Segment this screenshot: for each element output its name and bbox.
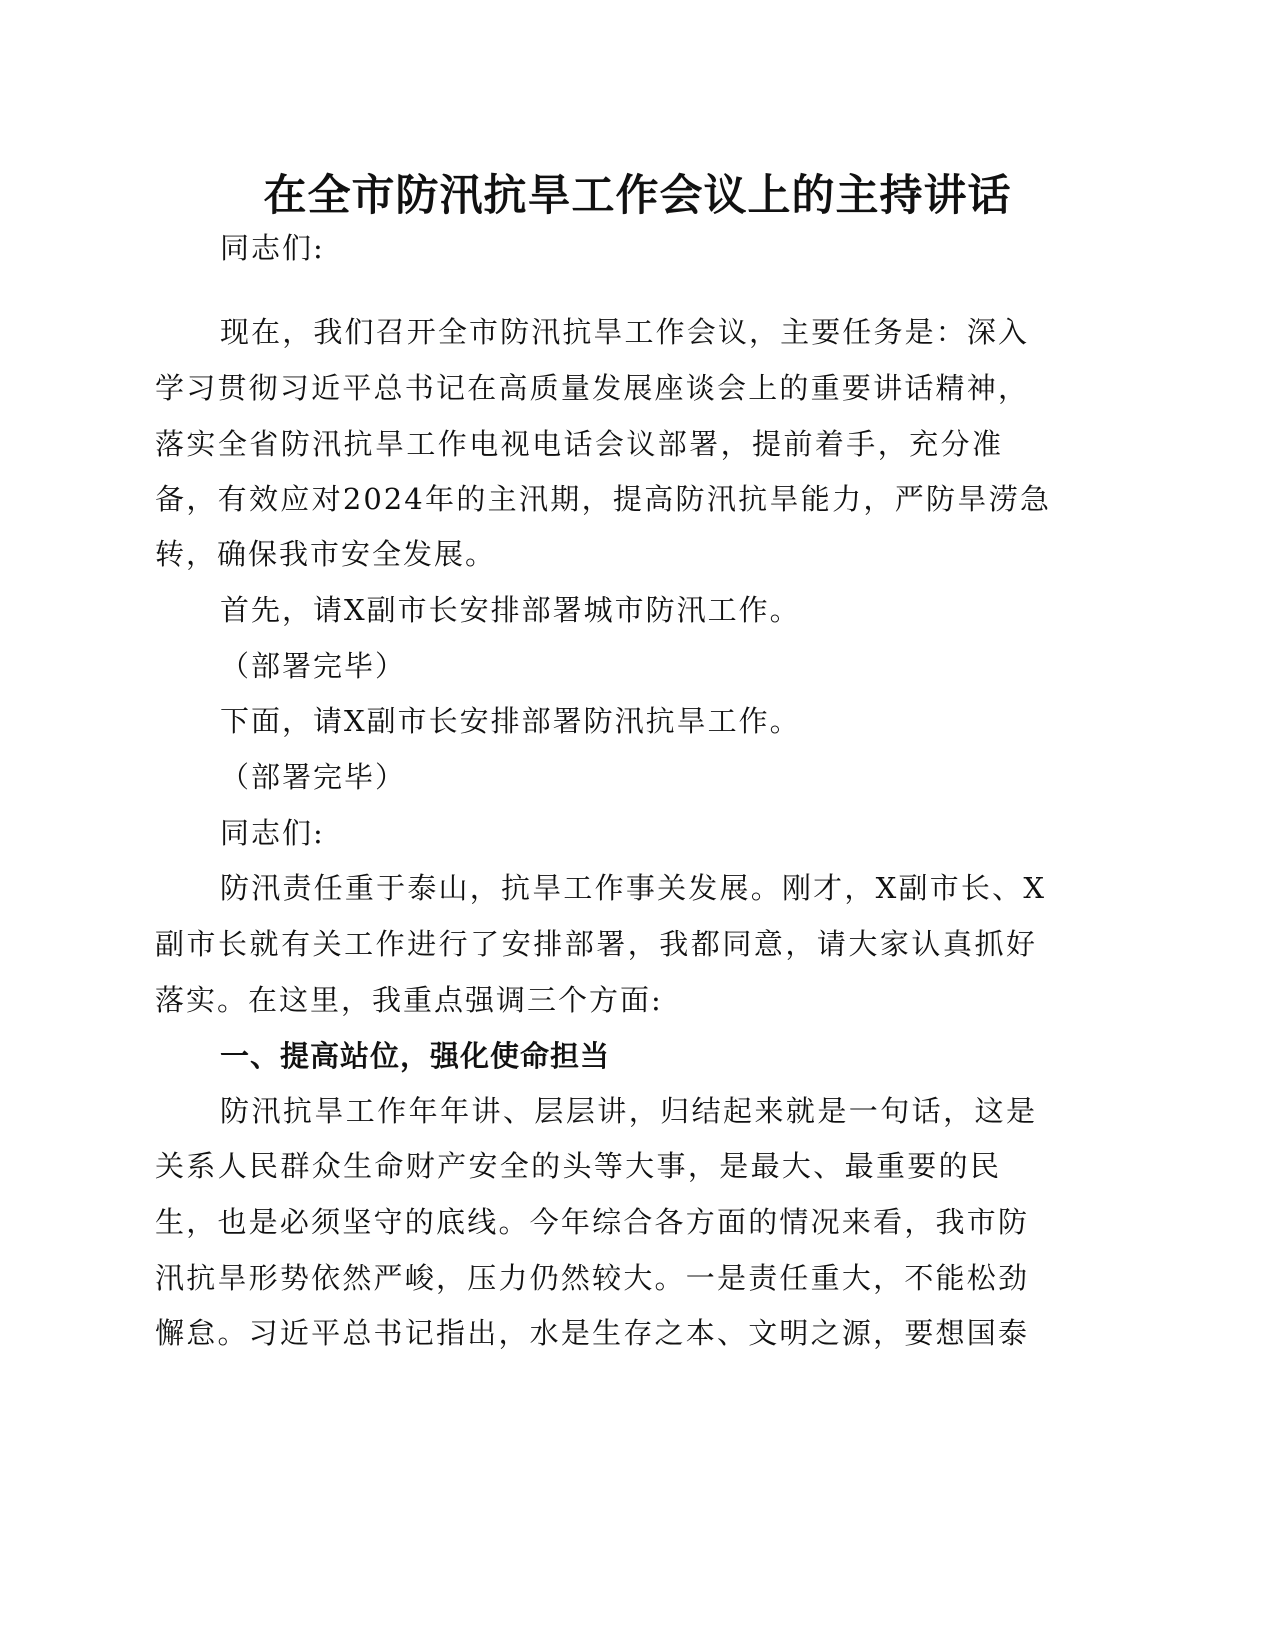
paragraph-line: 防汛责任重于泰山，抗旱工作事关发展。刚才，X副市长、X (220, 871, 1046, 905)
paragraph-line: 生，也是必须坚守的底线。今年综合各方面的情况来看，我市防 (155, 1205, 1029, 1239)
note-line: （部署完毕） (220, 649, 407, 683)
note-line: （部署完毕） (220, 760, 407, 794)
paragraph-line: 落实。在这里，我重点强调三个方面: (155, 983, 663, 1017)
paragraph-line: 副市长就有关工作进行了安排部署，我都同意，请大家认真抓好 (155, 927, 1037, 961)
paragraph-line: 学习贯彻习近平总书记在高质量发展座谈会上的重要讲话精神， (155, 371, 1029, 405)
paragraph-line: 汛抗旱形势依然严峻，压力仍然较大。一是责任重大，不能松劲 (155, 1261, 1029, 1295)
paragraph-line: 懈怠。习近平总书记指出，水是生存之本、文明之源，要想国泰 (155, 1316, 1029, 1350)
section-heading: 一、提高站位，强化使命担当 (220, 1039, 611, 1073)
greeting-line: 同志们: (220, 231, 325, 265)
paragraph-line: 首先，请X副市长安排部署城市防汛工作。 (220, 593, 801, 627)
paragraph-line: 防汛抗旱工作年年讲、层层讲，归结起来就是一句话，这是 (220, 1094, 1037, 1128)
paragraph-line: 备，有效应对2024年的主汛期，提高防汛抗旱能力，严防旱涝急 (155, 482, 1051, 516)
greeting-line: 同志们: (220, 816, 325, 850)
paragraph-line: 现在，我们召开全市防汛抗旱工作会议，主要任务是：深入 (220, 315, 1029, 349)
paragraph-line: 下面，请X副市长安排部署防汛抗旱工作。 (220, 704, 801, 738)
paragraph-line: 落实全省防汛抗旱工作电视电话会议部署，提前着手，充分准 (155, 427, 1003, 461)
paragraph-line: 关系人民群众生命财产安全的头等大事，是最大、最重要的民 (155, 1149, 1001, 1183)
paragraph-line: 转，确保我市安全发展。 (155, 537, 497, 571)
document-title: 在全市防汛抗旱工作会议上的主持讲话 (263, 171, 1012, 221)
